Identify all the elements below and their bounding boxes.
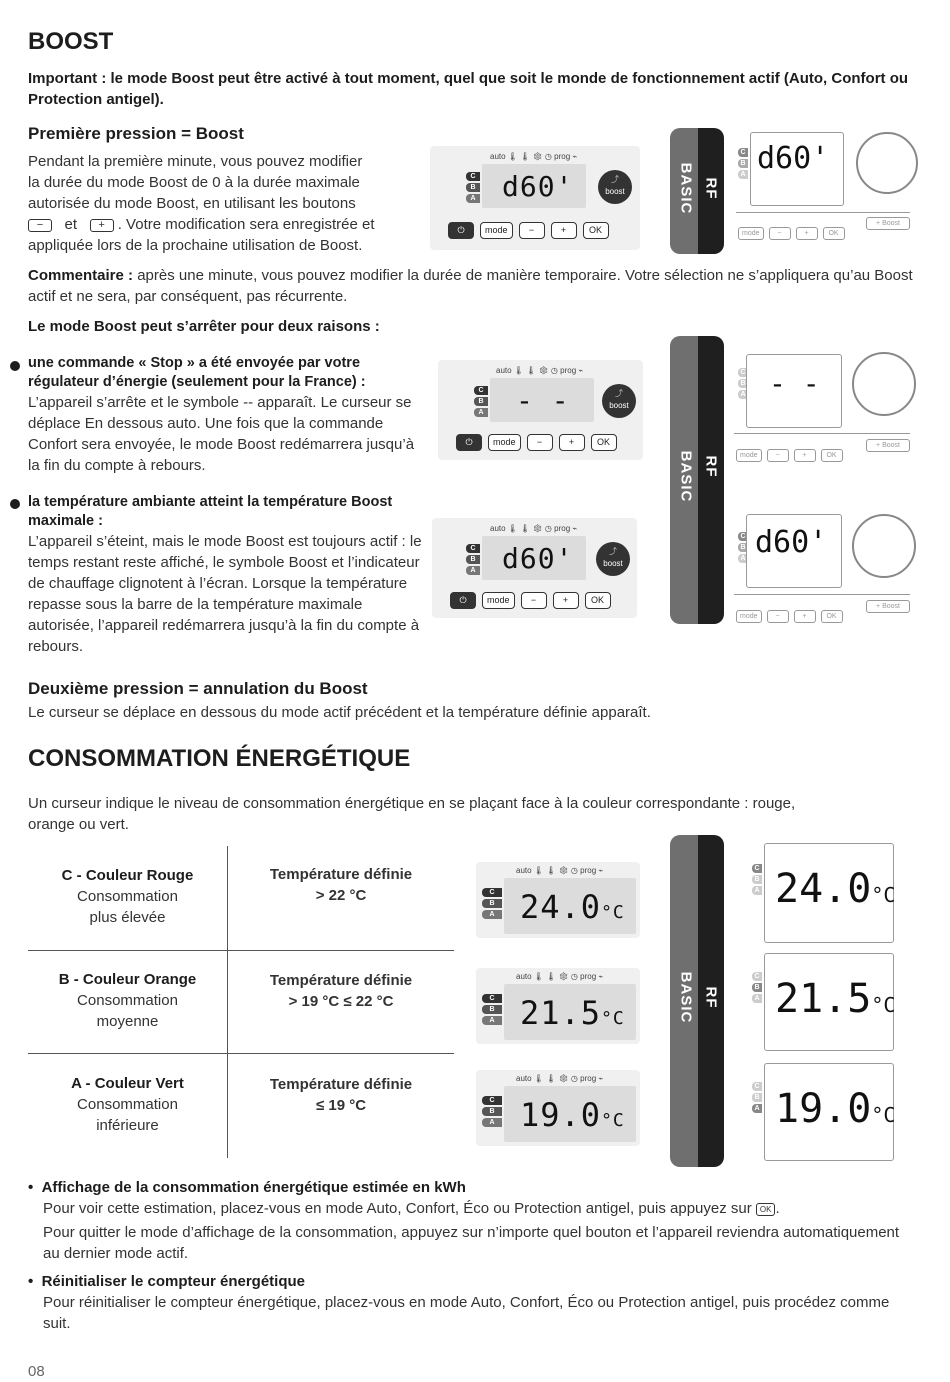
first-press-title: Première pression = Boost: [28, 124, 244, 143]
energy-levels: C B A: [466, 172, 480, 205]
second-press-title: Deuxième pression = annulation du Boost: [28, 679, 368, 698]
control-panel-stop: auto 🌡 🌡 ❄ ◷ prog ⌁ C B A - - ⤴ boost ⏻ mode − + OK: [438, 360, 643, 460]
mode-icons-row: auto 🌡 🌡 ❄ ◷ prog ⌁: [490, 152, 578, 161]
stop-reasons-title: Le mode Boost peut s’arrêter pour deux raisons :: [28, 318, 380, 335]
mode-button[interactable]: mode: [480, 222, 513, 239]
minus-button[interactable]: −: [519, 222, 545, 239]
energy-panel-b: auto 🌡 🌡 ❄ ◷ prog ⌁ C B A 21.5°C: [476, 968, 640, 1044]
energy-display-c: 24.0°C: [520, 888, 625, 926]
rf-levels-1: C B A: [738, 148, 748, 181]
energy-display-b: 21.5°C: [520, 994, 625, 1032]
rf-tab-3: RF: [698, 835, 724, 1167]
ok-button[interactable]: OK: [583, 222, 609, 239]
page-number: 08: [28, 1363, 45, 1380]
bullet-reset: • Réinitialiser le compteur énergétique Pour réinitialiser le compteur énergétique, placez-vous en mode Auto, Confort, Éco ou Protection antigel, puis procédez comme suit.: [28, 1273, 890, 1332]
rf-screen-3: d60': [746, 514, 842, 588]
control-panel-boost: [430, 146, 640, 250]
energy-rf-screen-b: 21.5°C: [764, 953, 894, 1051]
control-panel-max-temp: auto 🌡 🌡 ❄ ◷ prog ⌁ C B A d60' ⤴ boost ⏻ mode − + OK: [432, 518, 637, 618]
bullet-reason-2: [10, 499, 20, 509]
temp-c-cell: Température définie > 22 °C: [269, 866, 413, 904]
second-press-text: Le curseur se déplace en dessous du mode actif précédent et la température définie apparaît.: [28, 704, 651, 721]
first-press-text: Pendant la première minute, vous pouvez modifier la durée du mode Boost de 0 à la durée maximale autorisée du mode Boost, en utilisant les boutons − et + . Votre modification sera enregistrée et appliquée lors de la prochaine utilisation de Boost.: [28, 153, 375, 254]
ok-chip: OK: [756, 1203, 776, 1216]
energy-display-a: 19.0°C: [520, 1096, 625, 1134]
lcd-value: d60': [502, 170, 574, 203]
rf-tab-1: RF: [698, 128, 724, 254]
plus-button[interactable]: +: [551, 222, 577, 239]
boost-title: BOOST: [28, 28, 114, 55]
energy-intro: Un curseur indique le niveau de consommation énergétique en se plaçant face à la couleur correspondante : rouge, orange ou vert.: [28, 795, 796, 833]
rf-screen-value: d60': [757, 141, 830, 176]
level-c-cell: C - Couleur Rouge Consommation plus élevée: [61, 867, 194, 926]
lcd-display: [482, 164, 586, 208]
power-button[interactable]: ⏻: [448, 222, 474, 239]
boost-button[interactable]: ⤴ boost: [598, 170, 632, 204]
rf-dial-2[interactable]: [852, 352, 916, 416]
minus-button-inline: −: [28, 219, 52, 232]
rf-screen-2: - -: [746, 354, 842, 428]
basic-tab-1: BASIC: [670, 128, 698, 254]
rf-buttons-1: mode − + OK: [738, 227, 845, 240]
boost-button[interactable]: ⤴ boost: [596, 542, 630, 576]
energy-panel-c: auto 🌡 🌡 ❄ ◷ prog ⌁ C B A 24.0°C: [476, 862, 640, 938]
lcd-display: - -: [490, 378, 594, 422]
boost-important: Important : le mode Boost peut être activé à tout moment, quel que soit le monde de fonctionnement actif (Auto, Confort ou Protection antigel).: [28, 70, 909, 108]
basic-tab-2: BASIC: [670, 336, 698, 624]
boost-comment: Commentaire : après une minute, vous pouvez modifier la durée de manière temporaire. Votre sélection ne s’appliquera qu’au Boost actif et ne sera, par conséquent, pas récurrente.: [28, 267, 913, 305]
temp-a-cell: Température définie ≤ 19 °C: [269, 1076, 413, 1114]
temp-b-cell: Température définie > 19 °C ≤ 22 °C: [269, 972, 413, 1010]
basic-tab-3: BASIC: [670, 835, 698, 1167]
rf-tab-2: RF: [698, 336, 724, 624]
level-a-cell: A - Couleur Vert Consommation inférieure: [71, 1075, 184, 1134]
level-b-cell: B - Couleur Orange Consommation moyenne: [58, 971, 197, 1030]
panel-buttons: [448, 222, 609, 239]
rf-boost-button-1[interactable]: + Boost: [866, 217, 910, 230]
boost-button[interactable]: ⤴ boost: [602, 384, 636, 418]
energy-rf-screen-a: 19.0°C: [764, 1063, 894, 1161]
reason-1: une commande « Stop » a été envoyée par votre régulateur d’énergie (seulement pour la France) : L’appareil s’arrête et le symbole -- apparaît. Le curseur se déplace En dessous auto. Une fois que la commande Confort sera envoyée, le mode Boost redémarrera jusqu’à la fin du compte à rebours.: [28, 355, 415, 474]
plus-button-inline: +: [90, 219, 114, 232]
rf-screen-1: [750, 132, 844, 206]
bullet-kwh: • Affichage de la consommation énergétique estimée en kWh Pour voir cette estimation, placez-vous en mode Auto, Confort, Éco ou Protection antigel, puis appuyez sur OK . Pour quitter le mode d’affichage de la consommation, appuyez sur n’importe quel bouton et l’appareil reviendra automatiquement au dernier mode actif.: [28, 1179, 900, 1262]
rf-dial-1[interactable]: [856, 132, 918, 194]
energy-title: CONSOMMATION ÉNERGÉTIQUE: [28, 745, 411, 772]
reason-2: la température ambiante atteint la température Boost maximale : L’appareil s’éteint, mais le mode Boost est toujours actif : le temps restant reste affiché, le symbole Boost et l’indicateur de chauffage clignotent à l’écran. Lorsque la température repasse sous la barre de la température maximale autorisée, l’appareil redémarrera jusqu’à la fin du compte à rebours.: [28, 494, 422, 655]
energy-panel-a: auto 🌡 🌡 ❄ ◷ prog ⌁ C B A 19.0°C: [476, 1070, 640, 1146]
rf-dial-3[interactable]: [852, 514, 916, 578]
bullet-reason-1: [10, 361, 20, 371]
lcd-display: d60': [482, 536, 586, 580]
energy-rf-screen-c: 24.0°C: [764, 843, 894, 943]
